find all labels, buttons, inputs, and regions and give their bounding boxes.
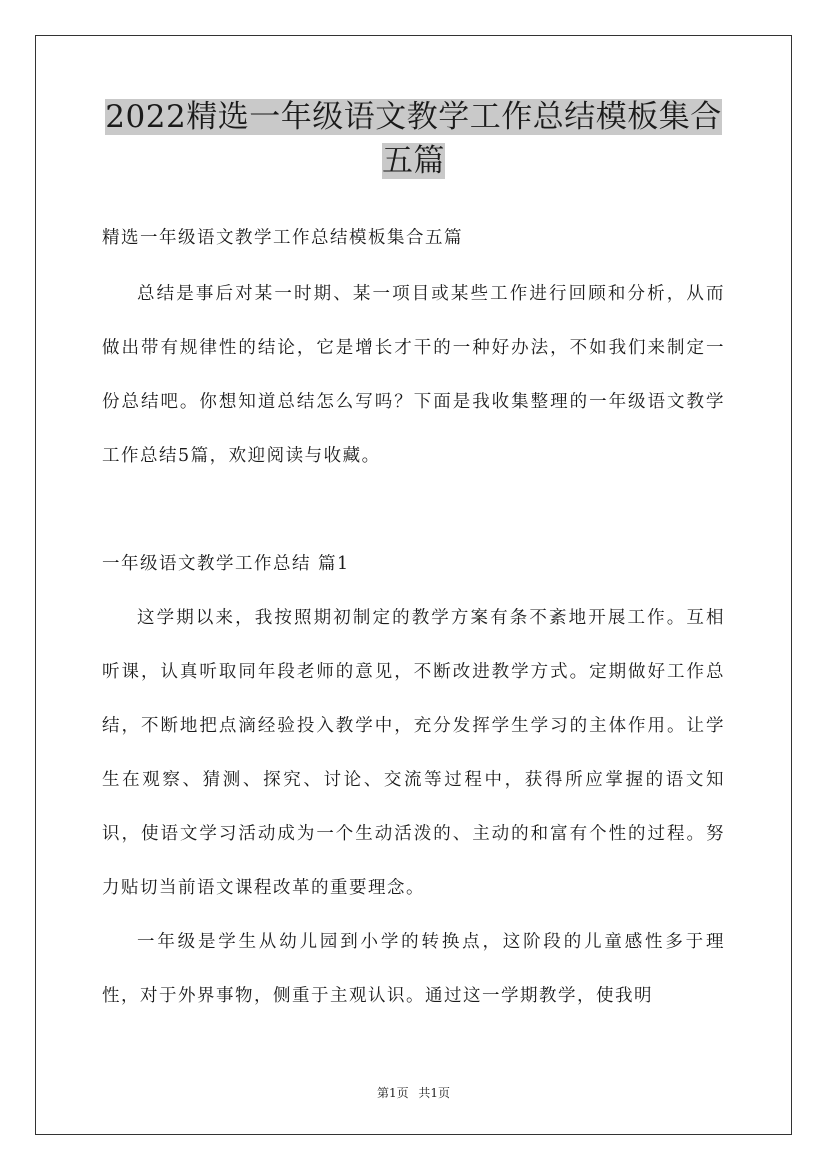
- page-total: 共1页: [418, 1086, 451, 1100]
- document-title-block: [102, 95, 725, 183]
- body-paragraph-2: 一年级是学生从幼儿园到小学的转换点，这阶段的儿童感性多于理性，对于外界事物，侧重于主观认识。通过这一学期教学，使我明: [102, 932, 725, 1006]
- page-footer: [0, 1084, 827, 1101]
- document-body: [102, 218, 725, 1023]
- page-number: 第1页: [376, 1086, 409, 1100]
- document-title: 2022精选一年级语文教学工作总结模板集合五篇: [105, 99, 722, 179]
- document-subtitle: 精选一年级语文教学工作总结模板集合五篇: [102, 228, 463, 248]
- section-heading: 一年级语文教学工作总结 篇1: [102, 554, 350, 574]
- intro-paragraph: 总结是事后对某一时期、某一项目或某些工作进行回顾和分析，从而做出带有规律性的结论，它是增长才干的一种好办法，不如我们来制定一份总结吧。你想知道总结怎么写吗？下面是我收集整理的一年级语文教学工作总结5篇，欢迎阅读与收藏。: [102, 284, 725, 466]
- body-paragraph-1: 这学期以来，我按照期初制定的教学方案有条不紊地开展工作。互相听课，认真听取同年段老师的意见，不断改进教学方式。定期做好工作总结，不断地把点滴经验投入教学中，充分发挥学生学习的主体作用。让学生在观察、猜测、探究、讨论、交流等过程中，获得所应掌握的语文知识，使语文学习活动成为一个生动活泼的、主动的和富有个性的过程。努力贴切当前语文课程改革的重要理念。: [102, 608, 725, 898]
